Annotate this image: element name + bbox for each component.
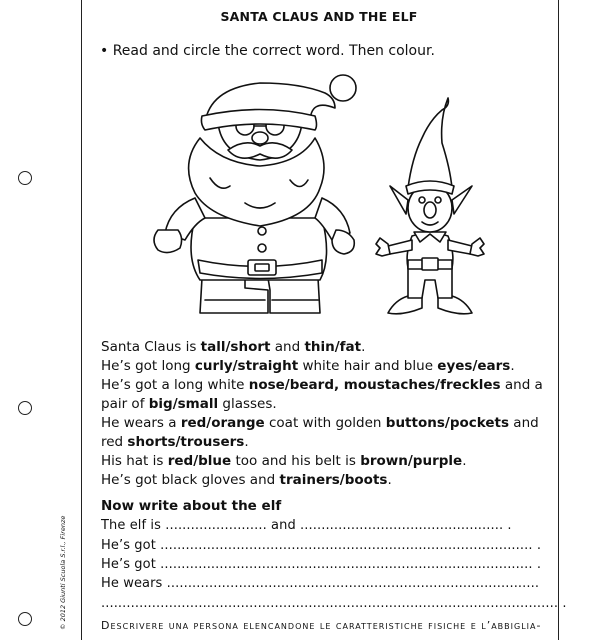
worksheet-title: SANTA CLAUS AND THE ELF: [220, 9, 418, 24]
santa-line-8: He’s got black gloves and trainers/boots.: [101, 472, 392, 488]
choice-nose-beard-moustaches-freckles[interactable]: nose/beard, moustaches/freckles: [248, 377, 501, 393]
binder-hole-top: [18, 171, 32, 185]
choice-thin-fat[interactable]: thin/fat: [304, 339, 362, 355]
write-heading: Now write about the elf: [101, 498, 282, 514]
elf-drawing: [376, 98, 484, 314]
instruction: • Read and circle the correct word. Then colour.: [100, 43, 435, 59]
write-line-3[interactable]: He’s got ........................................................................................ .: [101, 557, 542, 572]
write-line-4[interactable]: He wears ........................................................................................: [101, 576, 540, 591]
choice-shorts-trousers[interactable]: shorts/trousers: [127, 434, 245, 450]
choice-trainers-boots[interactable]: trainers/boots: [279, 472, 388, 488]
choice-buttons-pockets[interactable]: buttons/pockets: [385, 415, 510, 431]
choice-curly-straight[interactable]: curly/straight: [194, 358, 299, 374]
choice-red-orange[interactable]: red/orange: [180, 415, 265, 431]
footer-note: Descrivere una persona elencandone le caratteristiche fisiche e l’abbiglia-: [101, 619, 542, 632]
write-line-1[interactable]: The elf is ........................ and ................................................ .: [101, 518, 512, 533]
santa-line-6: red shorts/trousers.: [101, 434, 249, 450]
binder-hole-middle: [18, 401, 32, 415]
write-line-2[interactable]: He’s got ........................................................................................ .: [101, 538, 542, 553]
write-line-5[interactable]: ............................................................................................................ .: [101, 596, 567, 611]
santa-claus-drawing: [154, 75, 356, 313]
santa-and-elf-illustration: [150, 68, 500, 330]
santa-line-7: His hat is red/blue too and his belt is brown/purple.: [101, 453, 467, 469]
choice-red-blue[interactable]: red/blue: [167, 453, 232, 469]
choice-tall-short[interactable]: tall/short: [200, 339, 271, 355]
choice-big-small[interactable]: big/small: [148, 396, 219, 412]
santa-line-4: pair of big/small glasses.: [101, 396, 277, 412]
side-credit: © 2012 Giunti Scuola S.r.l., Firenze: [59, 515, 67, 630]
santa-line-2: He’s got long curly/straight white hair and blue eyes/ears.: [101, 358, 515, 374]
santa-line-3: He’s got a long white nose/beard, moustaches/freckles and a: [101, 377, 543, 393]
santa-line-5: He wears a red/orange coat with golden buttons/pockets and: [101, 415, 539, 431]
binder-hole-bottom: [18, 612, 32, 626]
santa-line-1: Santa Claus is tall/short and thin/fat.: [101, 339, 366, 355]
choice-brown-purple[interactable]: brown/purple: [360, 453, 463, 469]
choice-eyes-ears[interactable]: eyes/ears: [437, 358, 511, 374]
